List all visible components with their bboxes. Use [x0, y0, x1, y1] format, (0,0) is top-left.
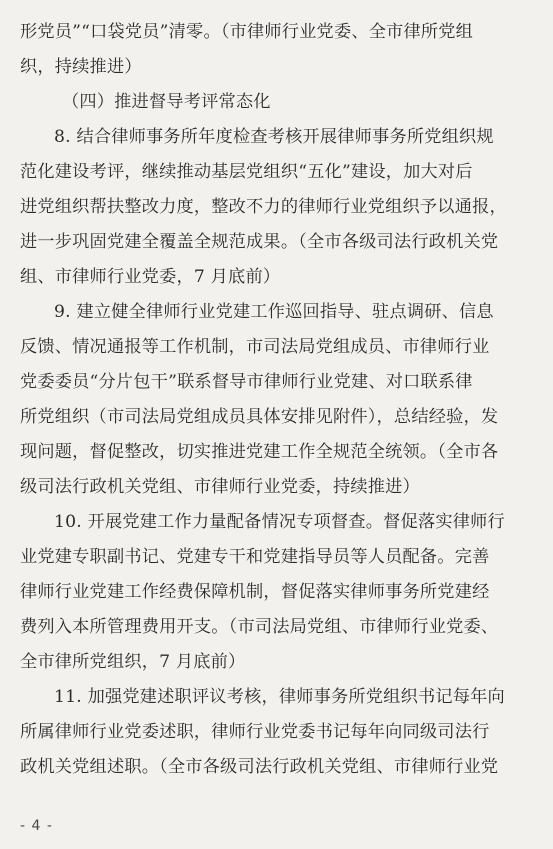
section-heading: （四）推进督导考评常态化	[62, 92, 271, 112]
text-line: 范化建设考评，继续推动基层党组织“五化”建设，加大对后	[20, 162, 473, 182]
text-line: 进党组织帮扶整改力度，整改不力的律师行业党组织予以通报，	[20, 197, 507, 217]
text-line: 形党员”“口袋党员”清零。（市律师行业党委、全市律所党组	[20, 22, 474, 42]
text-line: 所属律师行业党委述职，律师行业党委书记每年向同级司法行	[20, 722, 490, 742]
page-number: - 4 -	[20, 818, 53, 834]
text-line: 党委委员“分片包干”联系督导市律师行业党建、对口联系律	[20, 372, 473, 392]
paragraph-start: 11. 加强党建述职评议考核，律师事务所党组织书记每年向	[54, 687, 505, 707]
paragraph-start: 10. 开展党建工作力量配备情况专项督查。督促落实律师行	[54, 512, 505, 532]
text-line: 现问题，督促整改，切实推进党建工作全规范全统领。（全市各	[20, 442, 499, 462]
text-line: 全市律所党组织，7 月底前）	[20, 652, 246, 672]
text-line: 进一步巩固党建全覆盖全规范成果。（全市各级司法行政机关党	[20, 232, 499, 252]
text-line: 组、市律师行业党委，7 月底前）	[20, 267, 281, 287]
text-line: 律师行业党建工作经费保障机制，督促落实律师事务所党建经	[20, 582, 490, 602]
text-line: 费列入本所管理费用开支。（市司法局党组、市律师行业党委、	[20, 617, 499, 637]
text-line: 织，持续推进）	[20, 57, 142, 77]
text-line: 业党建专职副书记、党建专干和党建指导员等人员配备。完善	[20, 547, 490, 567]
text-line: 政机关党组述职。（全市各级司法行政机关党组、市律师行业党	[20, 757, 499, 777]
text-line: 反馈、情况通报等工作机制，市司法局党组成员、市律师行业	[20, 337, 490, 357]
text-line: 级司法行政机关党组、市律师行业党委，持续推进）	[20, 477, 420, 497]
text-line: 所党组织（市司法局党组成员具体安排见附件），总结经验，发	[20, 407, 499, 427]
paragraph-start: 8. 结合律师事务所年度检查考核开展律师事务所党组织规	[54, 127, 494, 147]
paragraph-start: 9. 建立健全律师行业党建工作巡回指导、驻点调研、信息	[54, 302, 494, 322]
